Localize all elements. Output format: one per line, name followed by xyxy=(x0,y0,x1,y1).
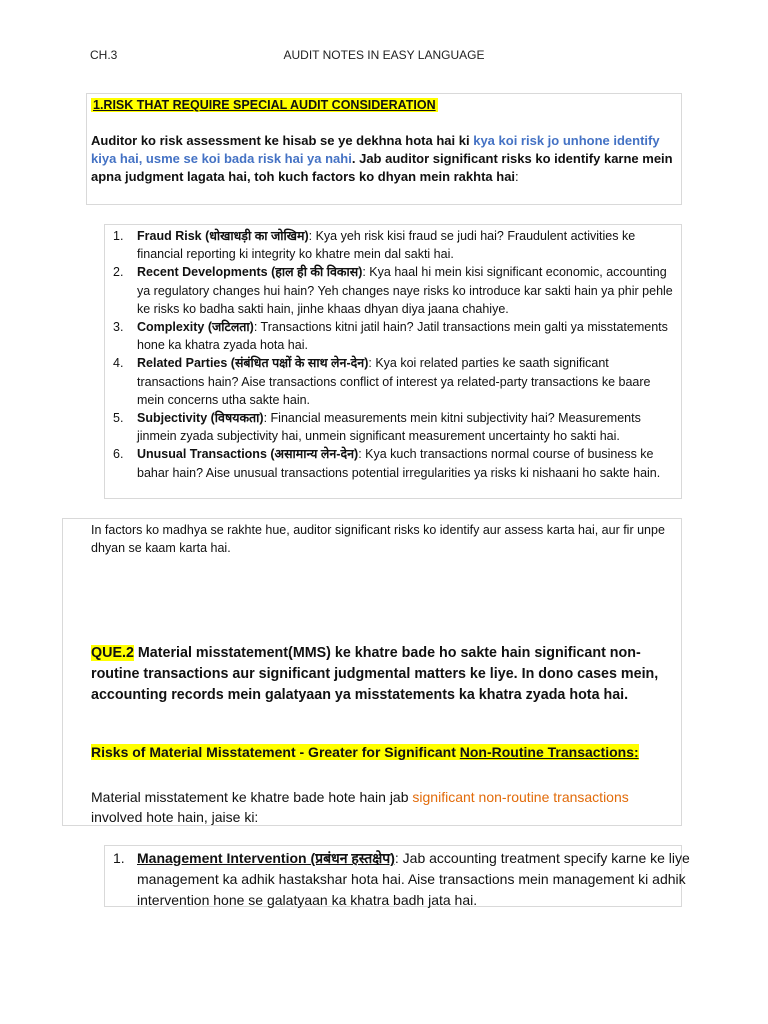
question-2 xyxy=(91,643,681,706)
section1-box xyxy=(86,93,682,205)
intro-colon: : xyxy=(515,169,519,184)
management-number: 1. xyxy=(113,850,125,866)
management-item xyxy=(113,848,697,911)
summary-paragraph: In factors ko madhya se rakhte hue, auditor significant risks ko identify aur assess karta hai, aur fir unpe dhyan se kaam karta hai. xyxy=(91,523,665,555)
factors-list xyxy=(113,227,673,482)
factor-text: : Kya koi related parties ke saath significant transactions hain? Aise transactions conflict of interest ya related-party transactions ke baare mein concerns utha sakte hain. xyxy=(137,356,651,407)
factor-term: Fraud Risk (धोखाधड़ी का जोखिम) xyxy=(137,229,309,243)
factor-text: : Kya kuch transactions normal course of business ke bahar hain? Aise unusual transactions potential irregularities ya risks ki nishaani ho sakte hain. xyxy=(137,447,661,480)
factor-item xyxy=(113,409,673,445)
factor-item xyxy=(113,263,673,318)
intro-blue-text: kya koi risk jo unhone identify kiya hai, usme se koi bada risk hai ya nahi xyxy=(91,133,660,166)
factor-text: : Kya haal hi mein kisi significant economic, accounting ya regulatory changes hui hain? Yeh changes naye risks ko introduce kar sakti hain ya phir pehle ke risks ko badha sakti hain, jinhe khaas dhyan diya jaana chahiye. xyxy=(137,265,673,316)
chapter-label: CH.3 xyxy=(90,48,118,62)
factor-text: : Transactions kitni jatil hain? Jatil transactions mein galti ya misstatements hone ka khatra zyada hota hai. xyxy=(137,320,668,353)
factor-text: : Kya yeh risk kisi fraud se judi hai? Fraudulent activities ke financial reporting ki integrity ko khatre mein dal sakti hai. xyxy=(137,229,636,262)
factor-term: Unusual Transactions (असामान्य लेन-देन) xyxy=(137,447,359,462)
question-text: Material misstatement(MMS) ke khatre bade ho sakte hain significant non-routine transactions aur significant judgmental matters ke liye. In dono cases mein, accounting records mein galatyaan ya misstatements ka khatra zyada hota hai. xyxy=(91,645,659,703)
factor-item xyxy=(113,445,673,481)
factor-term: Subjectivity (विषयकता) xyxy=(137,411,264,426)
risk-heading xyxy=(91,744,639,760)
summary-que2-box xyxy=(62,518,682,826)
factor-number: 5. xyxy=(113,411,124,426)
risk-text-1: Material misstatement ke khatre bade hote hain jab xyxy=(91,789,413,805)
factor-number: 3. xyxy=(113,320,124,335)
risk-heading-part1: Risks of Material Misstatement - Greater for Significant xyxy=(91,744,460,760)
factor-number: 2. xyxy=(113,265,124,280)
management-text: : Jab accounting treatment specify karne ke liye management ka adhik hastakshar hota hai. Aise transactions mein management ki adhik intervention hone se galatyaan ka khatra badh jata hai. xyxy=(137,850,690,908)
factor-number: 1. xyxy=(113,229,124,243)
intro-text-1: Auditor ko risk assessment ke hisab se ye dekhna hota hai ki xyxy=(91,133,474,148)
risk-text-2: involved hote hain, jaise ki: xyxy=(91,809,259,825)
factor-number: 6. xyxy=(113,447,124,462)
management-term: Management Intervention (प्रबंधन हस्तक्षेप) xyxy=(137,850,395,866)
factor-term: Related Parties (संबंधित पक्षों के साथ लेन-देन) xyxy=(137,356,369,371)
question-label: QUE.2 xyxy=(91,645,134,661)
factor-number: 4. xyxy=(113,356,124,371)
factors-box xyxy=(104,224,682,499)
factor-text: : Financial measurements mein kitni subjectivity hai? Measurements jinmein zyada subjectivity hai, unmein significant measurement uncertainty ho sakti hai. xyxy=(137,411,641,444)
section1-title: 1.RISK THAT REQUIRE SPECIAL AUDIT CONSIDERATION xyxy=(93,98,436,112)
risk-heading-part2: Non-Routine Transactions: xyxy=(459,744,639,760)
risk-paragraph xyxy=(91,787,681,827)
factor-term: Recent Developments (हाल ही की विकास) xyxy=(137,265,363,280)
section1-intro xyxy=(91,132,677,186)
document-title-text: AUDIT NOTES IN EASY LANGUAGE xyxy=(283,48,485,62)
document-title xyxy=(0,48,768,62)
factor-item xyxy=(113,227,673,263)
factor-item xyxy=(113,318,673,354)
factor-item xyxy=(113,354,673,409)
factor-term: Complexity (जटिलता) xyxy=(137,320,254,335)
intro-text-2: . Jab auditor significant risks ko identify karne mein apna judgment lagata hai, toh kuch factors ko dhyan mein rakhta hai xyxy=(91,151,673,184)
risk-orange-text: significant non-routine transactions xyxy=(412,789,629,805)
management-box xyxy=(104,845,690,908)
